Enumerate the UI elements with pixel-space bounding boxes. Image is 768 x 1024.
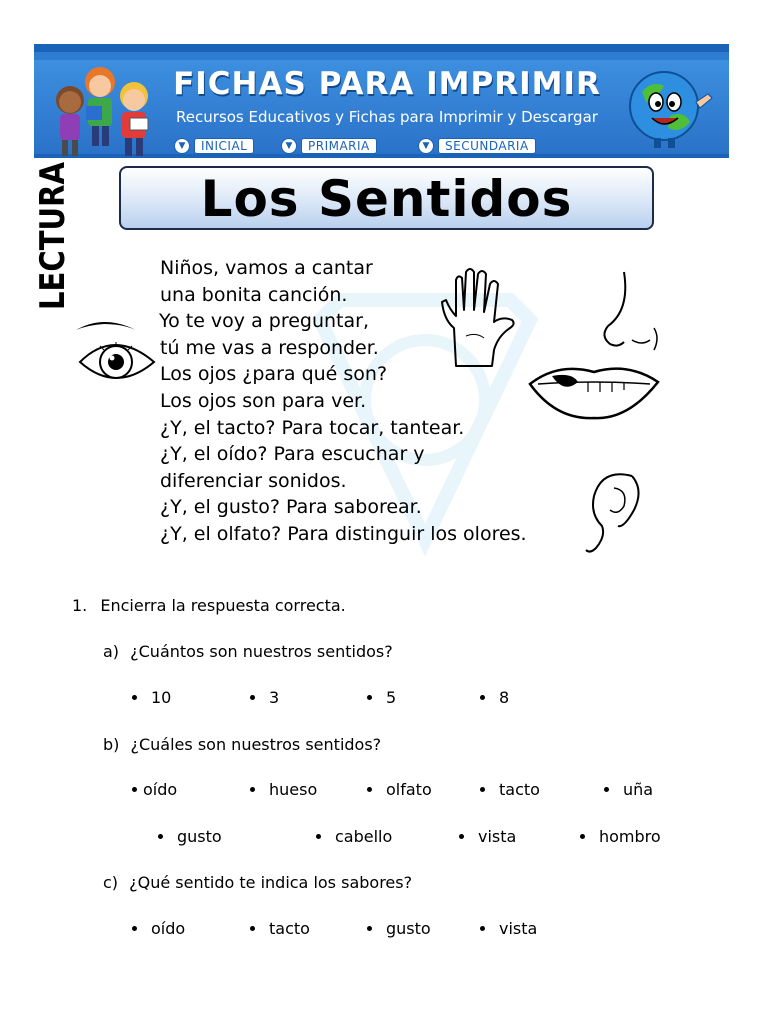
option[interactable]: tacto [480,780,540,799]
nav-secundaria[interactable] [418,137,536,155]
eye-icon [74,316,156,398]
option[interactable]: olfato [367,780,432,799]
option[interactable]: hueso [250,780,317,799]
option[interactable]: cabello [316,827,392,846]
mouth-icon [528,360,660,422]
option[interactable]: 8 [480,688,509,707]
exercise-instruction-text: Encierra la respuesta correcta. [100,596,346,615]
option[interactable]: oído [132,780,177,799]
question-a [103,642,393,661]
exercise-number: 1. [72,596,88,615]
arrow-down-icon: ▼ [281,138,297,154]
nose-icon [596,270,662,356]
page-title: Los Sentidos [200,170,573,228]
poem-line: Yo te voy a preguntar, [159,310,369,333]
question-letter: a) [103,642,120,661]
option[interactable]: oído [132,919,185,938]
children-illustration [48,60,160,160]
question-text: ¿Qué sentido te indica los sabores? [129,873,413,892]
nav-inicial[interactable] [174,137,254,155]
poem-line: Los ojos son para ver. [160,389,367,412]
poem-line: ¿Y, el tacto? Para tocar, tantear. [160,416,465,439]
question-b [103,735,381,754]
poem-line: Los ojos ¿para qué son? [160,363,388,386]
poem-line: ¿Y, el gusto? Para saborear. [160,496,422,519]
brand-tagline: Recursos Educativos y Fichas para Imprimir y Descargar [176,108,598,126]
exercise-instruction [72,596,346,615]
nav-label-primaria: PRIMARIA [301,138,377,154]
option[interactable]: vista [480,919,537,938]
option[interactable]: 3 [250,688,279,707]
question-letter: c) [103,873,119,892]
poem-line: ¿Y, el oído? Para escuchar y [160,443,425,466]
ear-icon [584,470,646,554]
hand-icon [436,266,520,370]
brand-title: FICHAS PARA IMPRIMIR [173,66,601,102]
option[interactable]: vista [459,827,516,846]
nav-label-inicial: INICIAL [194,138,254,154]
option[interactable]: hombro [580,827,661,846]
question-letter: b) [103,735,120,754]
option[interactable]: uña [604,780,653,799]
question-c [103,873,412,892]
nav-label-secundaria: SECUNDARIA [438,138,536,154]
header-banner [34,44,729,158]
option[interactable]: 5 [367,688,396,707]
option[interactable]: tacto [250,919,310,938]
arrow-down-icon: ▼ [174,138,190,154]
globe-mascot-icon [624,64,719,159]
nav-primaria[interactable] [281,137,377,155]
poem-line: diferenciar sonidos. [160,469,347,492]
option[interactable]: gusto [367,919,431,938]
poem-line: una bonita canción. [160,283,348,306]
question-text: ¿Cuáles son nuestros sentidos? [130,735,382,754]
poem-line: ¿Y, el olfato? Para distinguir los olores. [160,522,527,545]
poem-line: tú me vas a responder. [160,336,379,359]
arrow-down-icon: ▼ [418,138,434,154]
poem-line: Niños, vamos a cantar [160,257,373,279]
side-label-lectura [33,136,73,312]
svg-text:LECTURA: LECTURA [33,136,73,310]
option[interactable]: gusto [158,827,222,846]
option[interactable]: 10 [132,688,171,707]
title-box [119,166,654,230]
question-text: ¿Cuántos son nuestros sentidos? [130,642,393,661]
